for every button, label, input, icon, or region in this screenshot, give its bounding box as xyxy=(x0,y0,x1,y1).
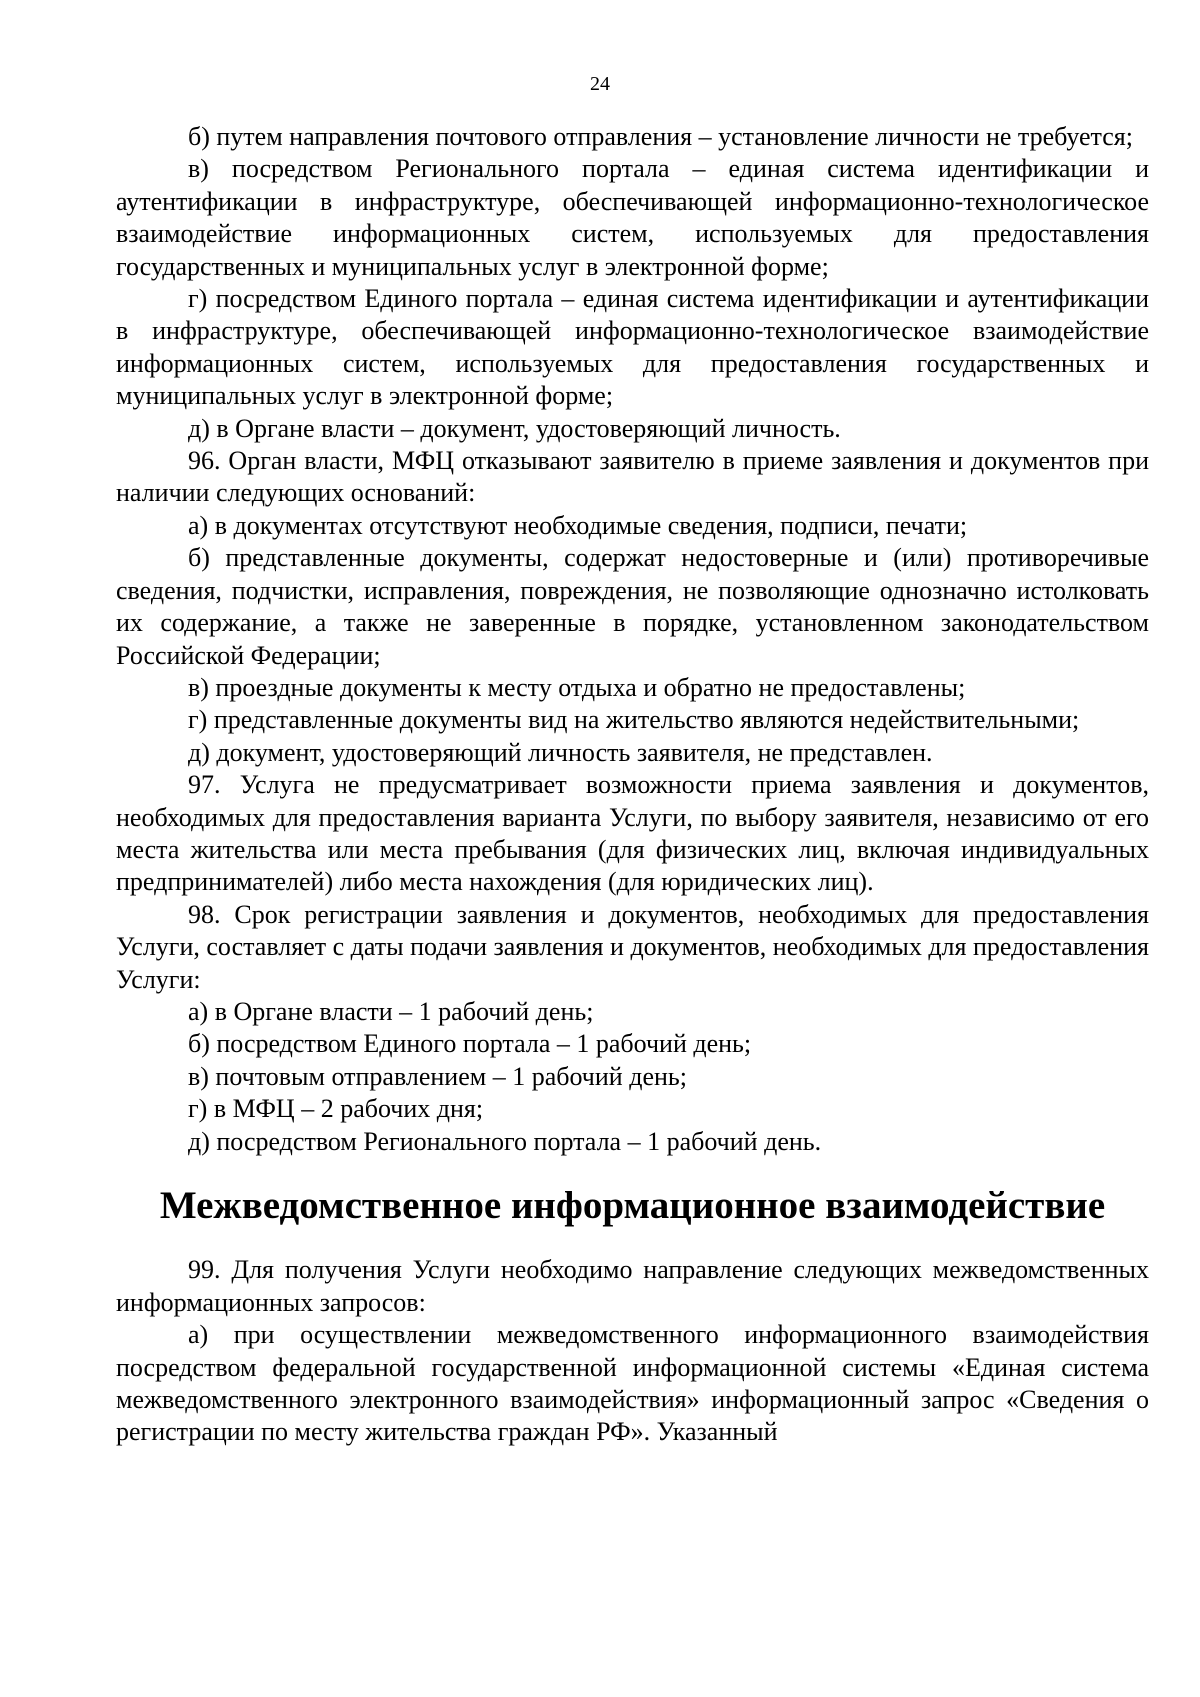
paragraph-98-v: в) почтовым отправлением – 1 рабочий день; xyxy=(188,1061,687,1091)
paragraph-96-v: в) проездные документы к месту отдыха и обратно не предоставлены; xyxy=(188,672,966,702)
page-number: 24 xyxy=(590,73,610,95)
paragraph-96-a: а) в документах отсутствуют необходимые сведения, подписи, печати; xyxy=(188,510,968,540)
paragraph-97: 97. Услуга не предусматривает возможности приема заявления и документов, необходимых для предоставления варианта Услуги, по выбору заявителя, независимо от его места жительства или места пребывания (для физических лиц, включая индивидуальных предпринимателей) либо места нахождения (для юридических лиц). xyxy=(116,770,1149,897)
paragraph-g-unified-portal: г) посредством Единого портала – единая система идентификации и аутентификации в инфраструктуре, обеспечивающей информационно-технологическое взаимодействие информационных систем, используемых для предоставления государственных и муниципальных услуг в электронной форме; xyxy=(116,284,1149,411)
paragraph-98-a: а) в Органе власти – 1 рабочий день; xyxy=(188,996,594,1026)
paragraph-96-g: г) представленные документы вид на жительство являются недействительными; xyxy=(188,705,1080,735)
paragraph-b-postal: б) путем направления почтового отправления – установление личности не требуется; xyxy=(188,122,1133,151)
paragraph-v-regional-portal: в) посредством Регионального портала – единая система идентификации и аутентификации в инфраструктуре, обеспечивающей информационно-технологическое взаимодействие информационных систем, используемых для предоставления государственных и муниципальных услуг в электронной форме; xyxy=(116,154,1149,281)
paragraph-98: 98. Срок регистрации заявления и документов, необходимых для предоставления Услуги, составляет с даты подачи заявления и документов, необходимых для предоставления Услуги: xyxy=(116,899,1149,994)
document-body xyxy=(116,121,1149,1449)
paragraph-98-d: д) посредством Регионального портала – 1 рабочий день. xyxy=(188,1126,822,1156)
paragraph-98-g: г) в МФЦ – 2 рабочих дня; xyxy=(188,1094,484,1124)
paragraph-96-b: б) представленные документы, содержат недостоверные и (или) противоречивые сведения, подчистки, исправления, повреждения, не позволяющие однозначно истолковать их содержание, а также не заверенные в порядке, установленном законодательством Российской Федерации; xyxy=(116,543,1149,670)
paragraph-96: 96. Орган власти, МФЦ отказывают заявителю в приеме заявления и документов при наличии следующих оснований: xyxy=(116,446,1149,508)
paragraph-96-d: д) документ, удостоверяющий личность заявителя, не представлен. xyxy=(188,737,933,767)
paragraph-99: 99. Для получения Услуги необходимо направление следующих межведомственных информационных запросов: xyxy=(116,1255,1149,1317)
paragraph-99-a: а) при осуществлении межведомственного информационного взаимодействия посредством федеральной государственной информационной системы «Единая система межведомственного электронного взаимодействия» информационный запрос «Сведения о регистрации по месту жительства граждан РФ». Указанный xyxy=(116,1320,1149,1447)
section-heading: Межведомственное информационное взаимодействие xyxy=(159,1184,1106,1227)
paragraph-98-b: б) посредством Единого портала – 1 рабочий день; xyxy=(188,1029,752,1059)
paragraph-d-authority: д) в Органе власти – документ, удостоверяющий личность. xyxy=(188,413,841,443)
